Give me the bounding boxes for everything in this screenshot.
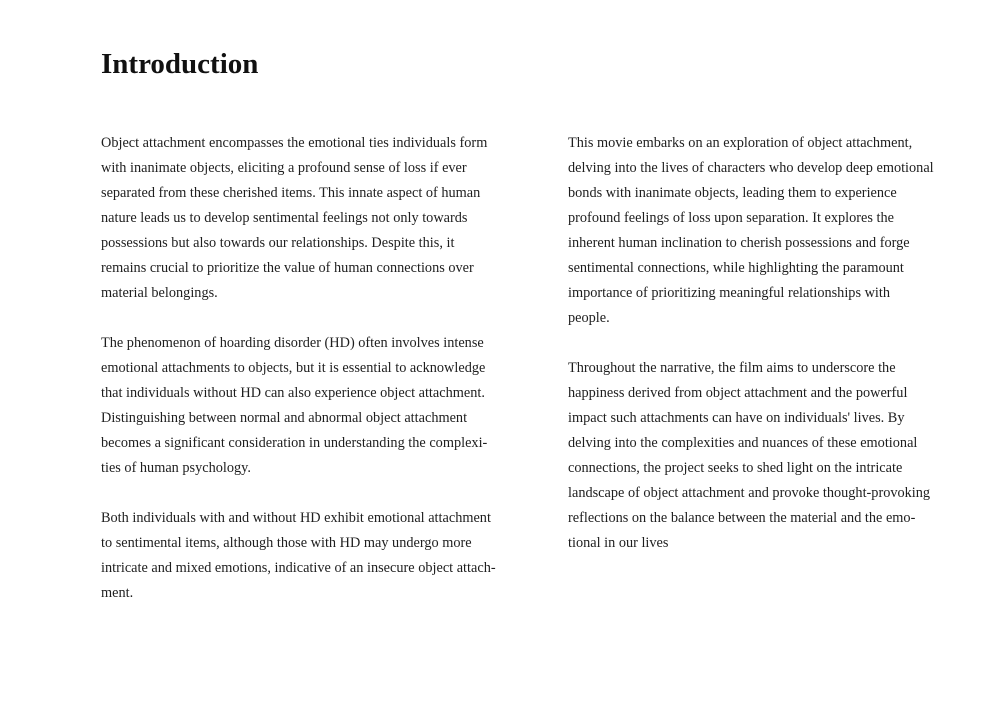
text-line: Object attachment encompasses the emotional ties individuals form — [101, 135, 488, 151]
text-line: profound feelings of loss upon separation. It explores the — [568, 210, 894, 226]
text-line: Both individuals with and without HD exhibit emotional attachment — [101, 510, 491, 526]
text-line: people. — [568, 310, 610, 326]
text-line: separated from these cherished items. This innate aspect of human — [101, 185, 481, 201]
text-line: material belongings. — [101, 285, 218, 301]
text-line: This movie embarks on an exploration of object attachment, — [568, 135, 913, 151]
text-line: delving into the complexities and nuances of these emotional — [568, 435, 918, 451]
text-line: intricate and mixed emotions, indicative of an insecure object attach- — [101, 560, 496, 576]
text-line: remains crucial to prioritize the value of human connections over — [101, 260, 474, 276]
text-line: ties of human psychology. — [101, 460, 251, 476]
text-line: landscape of object attachment and provoke thought-provoking — [568, 485, 931, 501]
text-line: tional in our lives — [568, 535, 669, 551]
text-line: The phenomenon of hoarding disorder (HD) often involves intense — [101, 335, 484, 351]
text-line: inherent human inclination to cherish possessions and forge — [568, 235, 910, 251]
text-line: happiness derived from object attachment and the powerful — [568, 385, 908, 401]
paragraph-emotional-attachment — [101, 506, 501, 606]
text-line: sentimental connections, while highlighting the paramount — [568, 260, 904, 276]
paragraph-hoarding-disorder — [101, 331, 501, 481]
text-line: Throughout the narrative, the film aims to underscore the — [568, 360, 896, 376]
text-line: emotional attachments to objects, but it is essential to acknowledge — [101, 360, 486, 376]
text-line: connections, the project seeks to shed light on the intricate — [568, 460, 903, 476]
text-line: impact such attachments can have on individuals' lives. By — [568, 410, 905, 426]
text-line: with inanimate objects, eliciting a profound sense of loss if ever — [101, 160, 467, 176]
text-line: that individuals without HD can also experience object attachment. — [101, 385, 485, 401]
right-column — [568, 131, 948, 581]
paragraph-narrative — [568, 356, 948, 556]
text-line: bonds with inanimate objects, leading them to experience — [568, 185, 897, 201]
text-line: importance of prioritizing meaningful relationships with — [568, 285, 891, 301]
left-column — [101, 131, 501, 631]
text-line: ment. — [101, 585, 134, 601]
text-line: becomes a significant consideration in understanding the complexi- — [101, 435, 488, 451]
text-line: reflections on the balance between the material and the emo- — [568, 510, 916, 526]
text-line: nature leads us to develop sentimental feelings not only towards — [101, 210, 468, 226]
page-title: Introduction — [101, 48, 259, 80]
text-line: Distinguishing between normal and abnormal object attachment — [101, 410, 468, 426]
paragraph-movie-exploration — [568, 131, 948, 331]
text-line: to sentimental items, although those with HD may undergo more — [101, 535, 472, 551]
text-line: delving into the lives of characters who develop deep emotional — [568, 160, 934, 176]
text-line: possessions but also towards our relationships. Despite this, it — [101, 235, 455, 251]
paragraph-object-attachment — [101, 131, 501, 306]
